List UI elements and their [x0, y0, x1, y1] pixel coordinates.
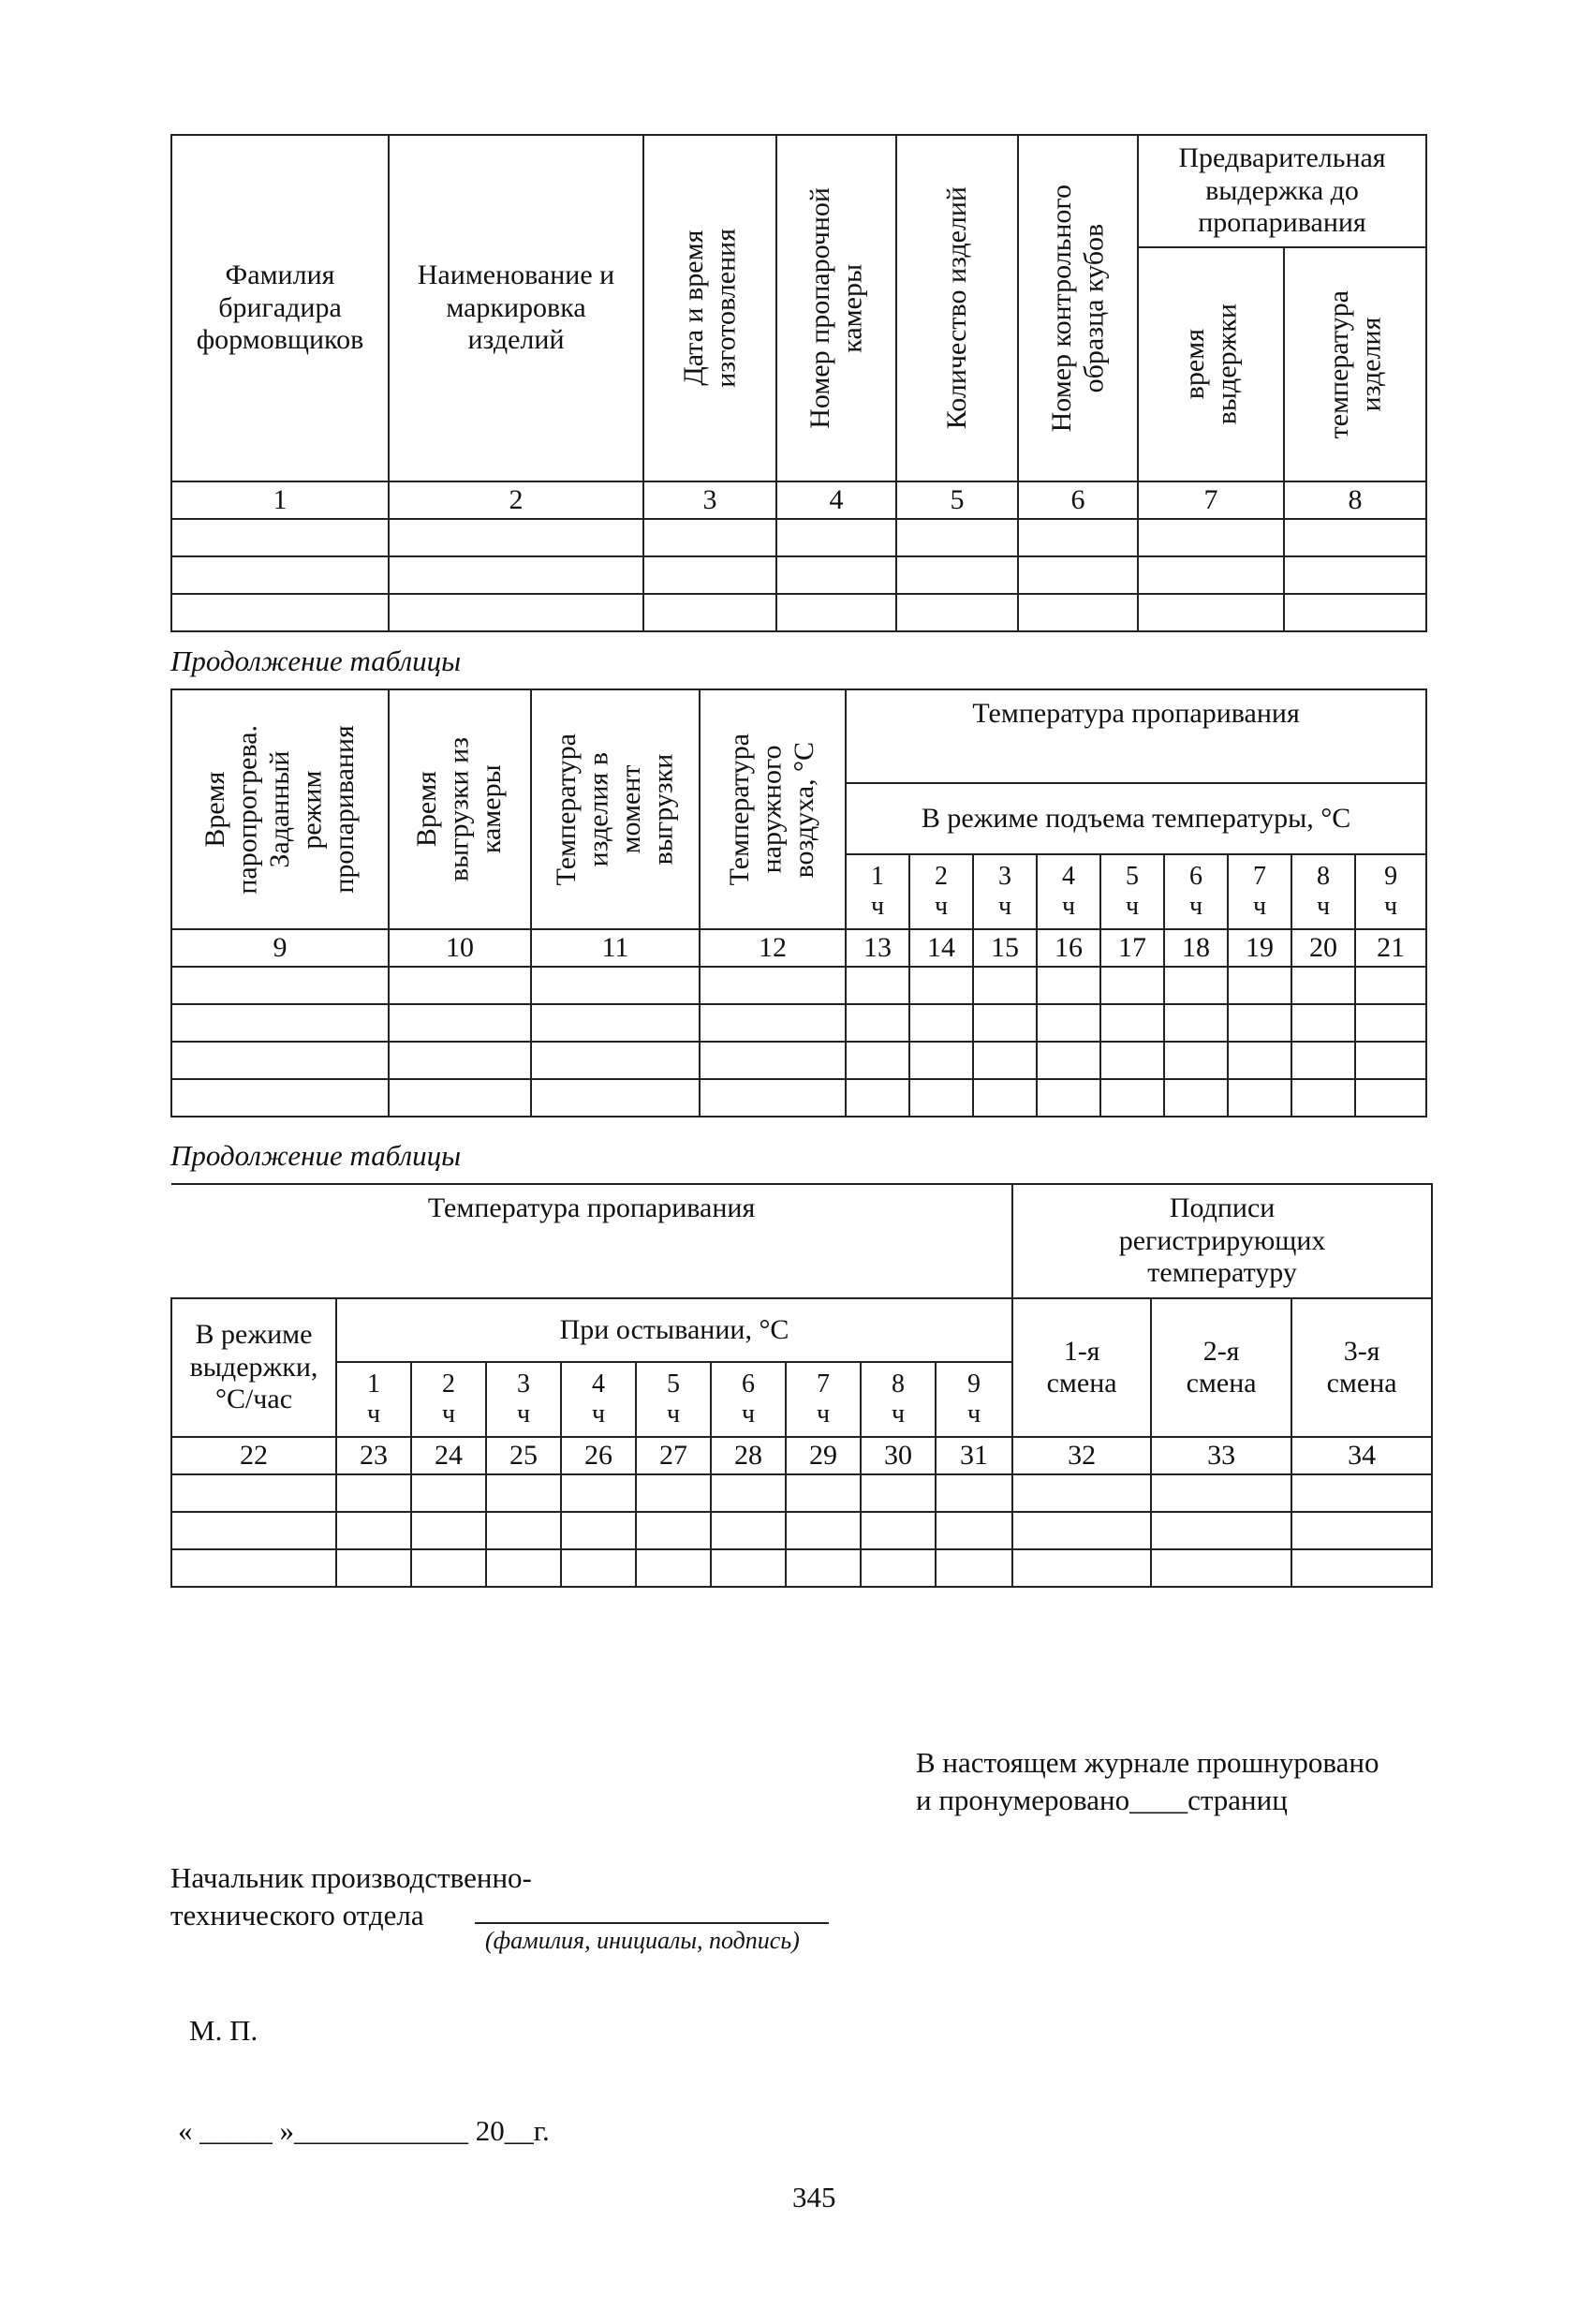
column-number: 1: [171, 481, 389, 519]
column-number: 13: [846, 929, 909, 967]
column-number: 14: [909, 929, 973, 967]
table-row: [171, 967, 1426, 1004]
column-number: 11: [531, 929, 700, 967]
signature-line: [475, 1922, 829, 1924]
hour-cell: 9 ч: [936, 1362, 1012, 1437]
column-number: 15: [973, 929, 1037, 967]
hour-cell: 2 ч: [909, 854, 973, 929]
page-number: 345: [792, 2181, 836, 2213]
column-number: 22: [171, 1437, 336, 1474]
continuation-caption: Продолжение таблицы: [170, 1139, 462, 1172]
hour-cell: 7 ч: [786, 1362, 861, 1437]
column-number: 34: [1291, 1437, 1432, 1474]
column-number: 19: [1228, 929, 1291, 967]
header-preheat-time: Время паропрогрева. Заданный режим пропаривания: [171, 689, 389, 929]
table-2: [170, 688, 1427, 1118]
table-3: [170, 1183, 1433, 1588]
hour-cell: 6 ч: [1164, 854, 1228, 929]
hour-cell: 7 ч: [1228, 854, 1291, 929]
table-row: [171, 1004, 1426, 1042]
hour-cell: 2 ч: [411, 1362, 486, 1437]
hour-cell: 8 ч: [1291, 854, 1355, 929]
table-row: [171, 556, 1426, 594]
hour-cell: 1 ч: [336, 1362, 411, 1437]
hour-cell: 3 ч: [973, 854, 1037, 929]
column-number: 5: [896, 481, 1018, 519]
header-cooling-mode: При остывании, °С: [336, 1298, 1012, 1362]
header-heating-mode: В режиме подъема температуры, °С: [846, 783, 1426, 854]
hour-cell: 4 ч: [561, 1362, 636, 1437]
journal-note: [916, 1744, 1379, 1820]
header-shift-3: 3-я смена: [1291, 1298, 1432, 1437]
table-row-numbers: [171, 929, 1426, 967]
column-number: 20: [1291, 929, 1355, 967]
column-number: 16: [1037, 929, 1100, 967]
header-chamber-number: Номер пропарочной камеры: [776, 135, 896, 481]
table-row: [171, 1549, 1432, 1587]
table-row-numbers: [171, 481, 1426, 519]
column-number: 31: [936, 1437, 1012, 1474]
header-unload-temperature: Температура изделия в момент выгрузки: [531, 689, 700, 929]
table-row-numbers: [171, 1437, 1432, 1474]
header-shift-1: 1-я смена: [1012, 1298, 1151, 1437]
column-number: 32: [1012, 1437, 1151, 1474]
column-number: 33: [1151, 1437, 1291, 1474]
header-shift-2: 2-я смена: [1151, 1298, 1291, 1437]
column-number: 3: [643, 481, 776, 519]
column-number: 10: [389, 929, 531, 967]
table-row: [171, 1042, 1426, 1079]
hour-cell: 4 ч: [1037, 854, 1100, 929]
table-row: [171, 594, 1426, 631]
header-date-time: Дата и время изготовления: [643, 135, 776, 481]
table-row: [171, 1512, 1432, 1549]
column-number: 8: [1284, 481, 1426, 519]
table-row: [171, 519, 1426, 556]
column-number: 12: [700, 929, 846, 967]
chief-title-line: технического отдела: [170, 1899, 424, 1932]
column-number: 27: [636, 1437, 711, 1474]
date-line: « _____ »____________ 20__г.: [178, 2114, 550, 2147]
hour-cell: 8 ч: [861, 1362, 936, 1437]
chief-title-line: Начальник производственно-: [170, 1861, 532, 1894]
column-number: 29: [786, 1437, 861, 1474]
header-steaming-temperature: Температура пропаривания: [846, 689, 1426, 783]
table-row: [171, 1474, 1432, 1512]
header-control-sample: Номер контрольного образца кубов: [1018, 135, 1138, 481]
hour-cell: 9 ч: [1355, 854, 1426, 929]
hour-cell: 6 ч: [711, 1362, 786, 1437]
stamp-mark: М. П.: [189, 2014, 258, 2047]
header-hold-time: время выдержки: [1138, 247, 1284, 481]
column-number: 2: [389, 481, 643, 519]
header-outdoor-temperature: Температура наружного воздуха, °С: [700, 689, 846, 929]
column-number: 18: [1164, 929, 1228, 967]
column-number: 30: [861, 1437, 936, 1474]
hour-cell: 5 ч: [636, 1362, 711, 1437]
hour-cell: 5 ч: [1100, 854, 1164, 929]
column-number: 24: [411, 1437, 486, 1474]
header-preliminary-hold: Предварительная выдержка до пропаривания: [1138, 135, 1426, 247]
header-steaming-temperature: Температура пропаривания: [171, 1184, 1012, 1298]
journal-note-line: и пронумеровано____страниц: [916, 1784, 1288, 1817]
column-number: 6: [1018, 481, 1138, 519]
journal-note-line: В настоящем журнале прошнуровано: [916, 1746, 1379, 1779]
header-unload-time: Время выгрузки из камеры: [389, 689, 531, 929]
table-1: [170, 134, 1427, 632]
header-hold-mode: В режиме выдержки, °С/час: [171, 1298, 336, 1437]
signature-hint: (фамилия, инициалы, подпись): [485, 1927, 800, 1954]
table-row: [171, 1079, 1426, 1117]
hour-cell: 1 ч: [846, 854, 909, 929]
column-number: 25: [486, 1437, 561, 1474]
header-quantity: Количество изделий: [896, 135, 1018, 481]
column-number: 7: [1138, 481, 1284, 519]
column-number: 21: [1355, 929, 1426, 967]
column-number: 9: [171, 929, 389, 967]
header-signatures: Подписи регистрирующих температуру: [1012, 1184, 1432, 1298]
column-number: 4: [776, 481, 896, 519]
column-number: 26: [561, 1437, 636, 1474]
header-foreman: Фамилия бригадира формовщиков: [171, 135, 389, 481]
header-product-temperature: температура изделия: [1284, 247, 1426, 481]
hour-cell: 3 ч: [486, 1362, 561, 1437]
column-number: 17: [1100, 929, 1164, 967]
column-number: 23: [336, 1437, 411, 1474]
continuation-caption: Продолжение таблицы: [170, 644, 462, 677]
column-number: 28: [711, 1437, 786, 1474]
header-product-name: Наименование и маркировка изделий: [389, 135, 643, 481]
